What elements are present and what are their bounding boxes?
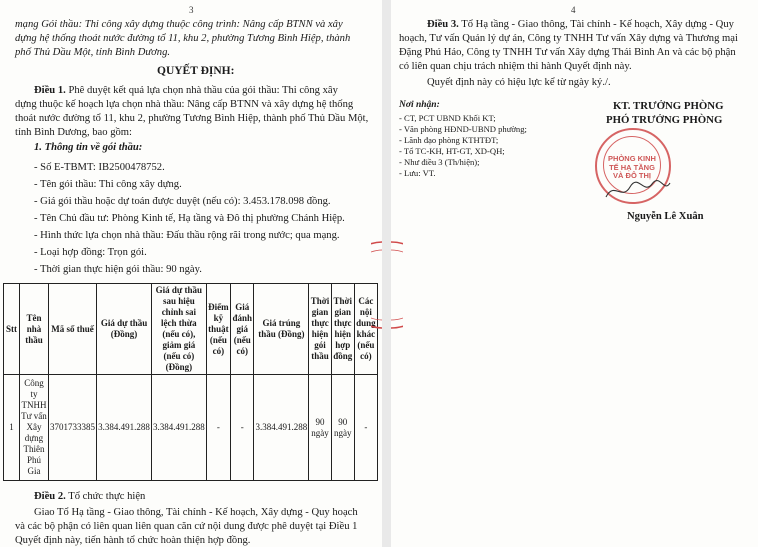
package-info-item: - Loại hợp đồng: Trọn gói. <box>34 247 147 258</box>
table-cell: 90 ngày <box>309 375 332 481</box>
recipients-title: Nơi nhận: <box>399 100 440 110</box>
effect-line: Quyết định này có hiệu lực kể từ ngày ký./. <box>427 77 611 88</box>
article3-first-line <box>427 18 734 32</box>
recipient-item: - Lưu: VT. <box>399 168 436 178</box>
table-header: Giá dự thầu sau hiệu chỉnh sai lệch thừa (nếu có), giảm giá (nếu có) (Đồng) <box>151 284 206 375</box>
recipient-item: - Lãnh đạo phòng KTHTĐT; <box>399 135 499 145</box>
signer-title-2: PHÓ TRƯỞNG PHÒNG <box>606 114 723 126</box>
table-cell: 3.384.491.288 <box>254 375 309 481</box>
table-cell: 3.384.491.288 <box>97 375 152 481</box>
signer-title-1: KT. TRƯỞNG PHÒNG <box>613 100 724 112</box>
article2-title: Tổ chức thực hiện <box>68 491 146 502</box>
article3-text: Tổ Hạ tầng - Giao thông, Tài chính - Kế hoạch, Xây dựng - Quy <box>461 19 734 30</box>
article1-first-line <box>34 84 338 98</box>
package-info-item: - Tên gói thầu: Thi công xây dựng. <box>34 179 182 190</box>
package-info-item: - Giá gói thầu hoặc dự toán được duyệt (nếu có): 3.453.178.098 đồng. <box>34 196 331 207</box>
table-header: Giá dự thầu (Đồng) <box>97 284 152 375</box>
seal-text: PHÒNG KINH TẾ HẠ TẦNG VÀ ĐÔ THỊ <box>608 154 656 180</box>
table-header: Tên nhà thầu <box>20 284 49 375</box>
table-cell: 3.384.491.288 <box>151 375 206 481</box>
table-header: Các nội dung khác (nếu có) <box>354 284 377 375</box>
article1-line: dựng thuộc kế hoạch lựa chọn nhà thầu: Nâng cấp BTNN và xây dựng hệ thống <box>15 99 354 110</box>
article3-label: Điều 3. <box>427 19 459 30</box>
article2-heading <box>34 490 145 504</box>
page-number: 4 <box>571 5 576 15</box>
article2-label: Điều 2. <box>34 491 66 502</box>
signer-name: Nguyễn Lê Xuân <box>627 211 704 222</box>
article2-line: Quyết định này, tiến hành tổ chức hoàn thiện hợp đồng. <box>15 535 251 546</box>
package-info-item: - Số E-TBMT: IB2500478752. <box>34 162 165 173</box>
table-header: Giá trúng thầu (Đồng) <box>254 284 309 375</box>
table-cell: - <box>354 375 377 481</box>
recipient-item: - CT, PCT UBND Khối KT; <box>399 113 496 123</box>
table-header: Giá đánh giá (nếu có) <box>230 284 254 375</box>
article2-line: Giao Tổ Hạ tầng - Giao thông, Tài chính - Kế hoạch, Xây dựng - Quy hoạch <box>34 507 358 518</box>
stamp-fragment-icon <box>371 240 382 330</box>
package-info-item: - Tên Chủ đầu tư: Phòng Kinh tế, Hạ tầng và Đô thị phường Chánh Hiệp. <box>34 213 345 224</box>
table-header: Stt <box>4 284 20 375</box>
winning-bidder-table <box>3 283 378 481</box>
table-cell: 90 ngày <box>331 375 354 481</box>
signature-icon <box>602 175 672 205</box>
right-page <box>391 0 758 547</box>
recipient-item: - Như điều 3 (Th/hiện); <box>399 157 480 167</box>
table-header: Mã số thuế <box>48 284 96 375</box>
intro-line: dựng hệ thống thoát nước đường tổ 11, khu 2, phường Tương Bình Hiệp, thành <box>15 33 351 44</box>
article3-line: có liên quan chịu trách nhiệm thi hành Quyết định này. <box>399 61 632 72</box>
table-row <box>4 375 378 481</box>
section1-title: 1. Thông tin về gói thầu: <box>34 142 143 153</box>
page-number: 3 <box>189 5 194 15</box>
edge-stamp-fragment <box>391 240 403 333</box>
table-header: Thời gian thực hiện hợp đồng <box>331 284 354 375</box>
table-header: Điểm kỹ thuật (nếu có) <box>206 284 230 375</box>
table-cell: 1 <box>4 375 20 481</box>
table-header-row <box>4 284 378 375</box>
package-info-item: - Hình thức lựa chọn nhà thầu: Đấu thầu rộng rãi trong nước; qua mạng. <box>34 230 340 241</box>
table-cell: Công ty TNHH Tư vấn Xây dựng Thiên Phú Gia <box>20 375 49 481</box>
article1-text: Phê duyệt kết quả lựa chọn nhà thầu của gói thầu: Thi công xây <box>68 85 338 96</box>
stamp-fragment-icon <box>391 240 403 330</box>
article1-line: tỉnh Bình Dương, bao gồm: <box>15 127 132 138</box>
intro-line: mạng Gói thầu: Thi công xây dựng thuộc công trình: Nâng cấp BTNN và xây <box>15 19 343 30</box>
decision-title: QUYẾT ĐỊNH: <box>157 65 235 77</box>
article2-line: và các bộ phận có liên quan liên quan căn cứ nội dung được phê duyệt tại Điều 1 <box>15 521 358 532</box>
edge-stamp-fragment <box>371 240 382 333</box>
recipient-item: - Văn phòng HĐND-UBND phường; <box>399 124 527 134</box>
article3-line: hoạch, Tư vấn Quản lý dự án, Công ty TNHH Tư vấn Xây dựng và Thương mại <box>399 33 738 44</box>
table-cell: - <box>206 375 230 481</box>
article1-line: thoát nước đường tổ 11, khu 2, phường Tương Bình Hiệp, thành phố Thủ Dầu Một, <box>15 113 369 124</box>
article1-label: Điều 1. <box>34 85 66 96</box>
intro-line: phố Thủ Dầu Một, tỉnh Bình Dương. <box>15 47 171 58</box>
package-info-item: - Thời gian thực hiện gói thầu: 90 ngày. <box>34 264 202 275</box>
table-cell: 3701733385 <box>48 375 96 481</box>
table-header: Thời gian thực hiện gói thầu <box>309 284 332 375</box>
recipient-item: - Tổ TC-KH, HT-GT, XD-QH; <box>399 146 505 156</box>
article3-line: Đặng Phú Hảo, Công ty TNHH Tư vấn Xây dựng Thái Bình An và các bộ phận <box>399 47 736 58</box>
table-cell: - <box>230 375 254 481</box>
